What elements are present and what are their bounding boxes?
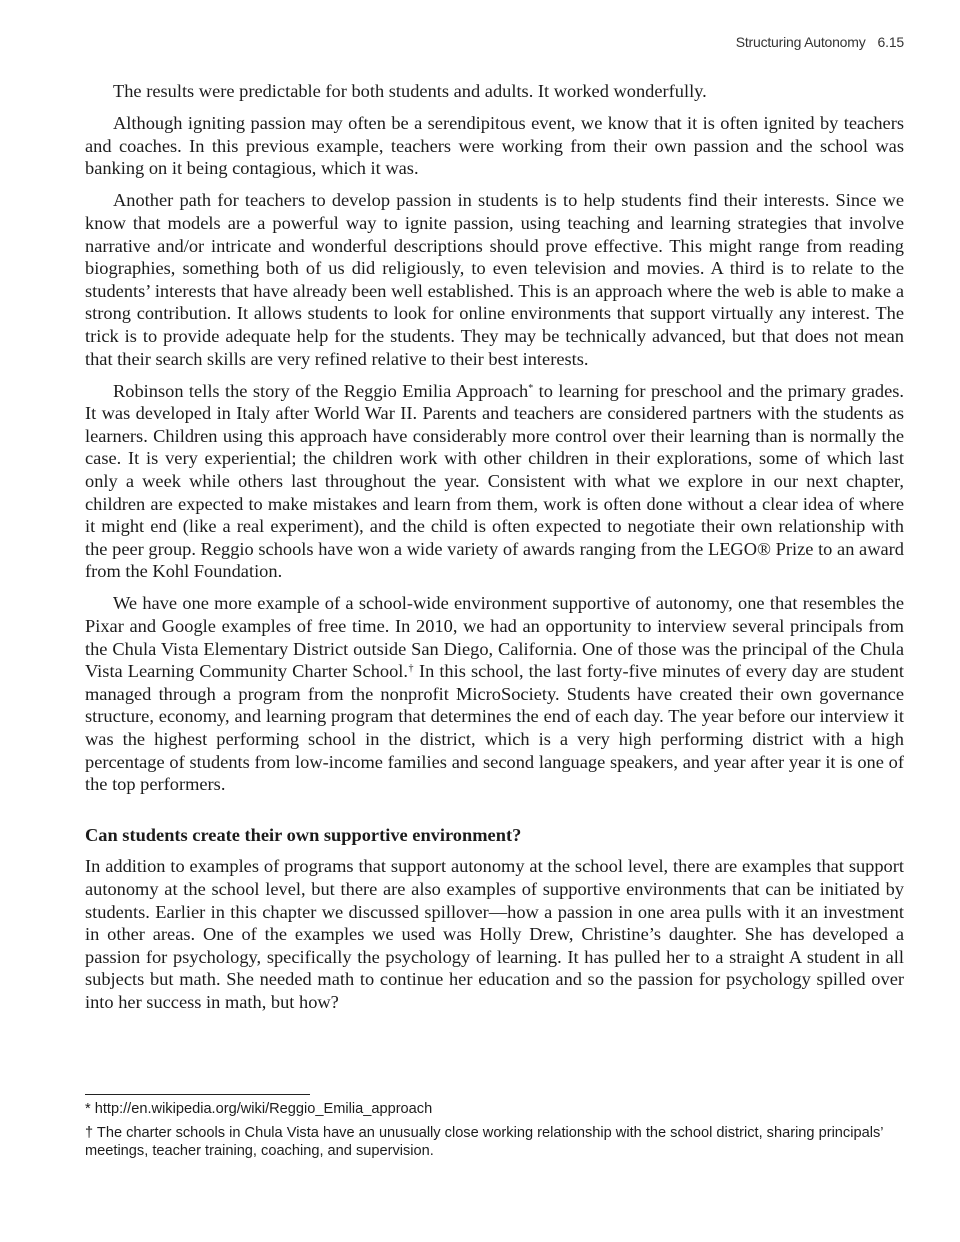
running-title: Structuring Autonomy xyxy=(735,34,866,50)
footnote-marker: † xyxy=(408,663,414,675)
section-heading: Can students create their own supportive environment? xyxy=(85,824,522,845)
footnote-marker: * xyxy=(528,382,534,394)
paragraph: In addition to examples of programs that support autonomy at the school level, there are examples that support autonomy at the school level, but there are also examples of supportive environments that can be initiated by students. Earlier in this chapter we discussed spillover—how a passion in one area pulls with it an investment in other areas. One of the examples we used was Holly Drew, Christine’s daughter. She has developed a passion for psychology, specifically the psychology of learning. It has pulled her to a straight A student in all subjects but math. She needed math to continue her education and so the passion for psychology spilled over into her success in math, but how? xyxy=(85,856,904,1012)
footnotes xyxy=(85,1100,885,1166)
paragraph xyxy=(85,380,904,583)
running-header xyxy=(736,34,904,50)
page-number: 6.15 xyxy=(877,34,904,50)
paragraph-text: Robinson tells the story of the Reggio Emilia Approach xyxy=(113,380,529,401)
footnote: † The charter schools in Chula Vista have an unusually close working relationship with the school district, sharing principals’ meetings, teacher training, coaching, and supervision. xyxy=(85,1125,883,1159)
footnote-divider xyxy=(85,1094,310,1095)
paragraph-text: In this school, the last forty-five minutes of every day are student managed through a program from the nonprofit MicroSociety. Students have created their own governance structure, economy, and learning program that determines the end of each day. The year before our interview it was the highest performing school in the district, which is a very high performing district with a high percentage of students from low-income families and second language speakers, and year after year it is one of the top performers. xyxy=(85,661,904,795)
paragraph-text: to learning for preschool and the primary grades. It was developed in Italy after World War II. Parents and teachers are considered partners with the students as learners. Children using this approach have considerably more control over their learning than is normally the case. It is very experiential; the children work with other children in their explorations, some of which last only a week while others last throughout the year. Consistent with what we explore in our next chapter, children are expected to make mistakes and learn from them, work is often done without a clear idea of where it might end (like a real experiment), and the child is often expected to negotiate their own relationship with the peer group. Reggio schools have won a wide variety of awards ranging from the LEGO® Prize to an award from the Kohl Foundation. xyxy=(85,380,904,582)
paragraph xyxy=(85,592,904,795)
body-text xyxy=(85,80,904,1023)
paragraph: The results were predictable for both students and adults. It worked wonderfully. xyxy=(113,81,707,101)
footnote: * http://en.wikipedia.org/wiki/Reggio_Emilia_approach xyxy=(85,1101,433,1117)
paragraph: Another path for teachers to develop passion in students is to help students find their interests. Since we know that models are a powerful way to ignite passion, using teaching and learning strategies that involve narrative and/or intricate and wonderful descriptions should prove effective. This might range from reading biographies, something both of us did religiously, to even television and movies. A third is to relate to the students’ interests that have already been well established. This is an approach where the web is able to make a strong contribution. It allows students to look for online environments that support virtually any interest. The trick is to provide adequate help for the students. They may be technically advanced, but that does not mean that their search skills are very refined relative to their best interests. xyxy=(85,190,904,369)
paragraph: Although igniting passion may often be a serendipitous event, we know that it is often ignited by teachers and coaches. In this previous example, teachers were working from their own passion and the school was banking on it being contagious, which it was. xyxy=(85,113,904,179)
paragraph-text: We have one more example of a school-wide environment supportive of autonomy, one that resembles the Pixar and Google examples of free time. In 2010, we had an opportunity to interview several principals from the Chula Vista Elementary District outside San Diego, California. One of those was the principal of the Chula Vista Learning Community Charter School. xyxy=(85,593,904,682)
